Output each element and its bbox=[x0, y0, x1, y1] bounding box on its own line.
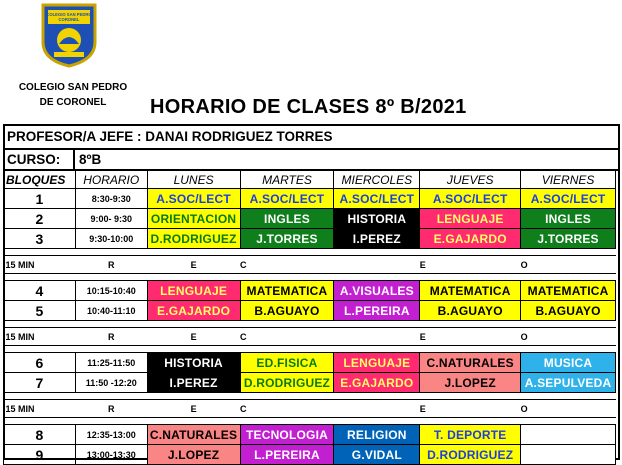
block-number: 4 bbox=[4, 281, 76, 301]
class-cell: I.PEREZ bbox=[334, 229, 420, 249]
block-number: 1 bbox=[4, 189, 76, 209]
block-number: 9 bbox=[4, 445, 76, 465]
break-row bbox=[4, 328, 616, 346]
class-cell: MATEMATICA bbox=[420, 281, 521, 301]
spacer-row bbox=[4, 274, 616, 281]
class-cell: ORIENTACION bbox=[147, 209, 240, 229]
class-cell: A.SOC/LECT bbox=[240, 189, 334, 209]
school-name-line2: DE CORONEL bbox=[39, 97, 107, 108]
page-title: HORARIO DE CLASES 8º B/2021 bbox=[150, 96, 467, 118]
course-value: 8ºB bbox=[73, 150, 101, 169]
break-label: 15 MIN bbox=[4, 328, 76, 346]
block-number: 2 bbox=[4, 209, 76, 229]
spacer-row bbox=[4, 393, 616, 400]
col-header-martes: MARTES bbox=[240, 171, 334, 189]
class-cell: L.PEREIRA bbox=[334, 301, 420, 321]
break-row bbox=[4, 400, 616, 418]
col-header-viernes: VIERNES bbox=[521, 171, 616, 189]
table-row bbox=[4, 353, 616, 373]
class-cell: INGLES bbox=[521, 209, 616, 229]
class-cell: E.GAJARDO bbox=[420, 229, 521, 249]
col-header-horario: HORARIO bbox=[75, 171, 147, 189]
class-cell: E.GAJARDO bbox=[334, 373, 420, 393]
school-name-line1: COLEGIO SAN PEDRO bbox=[18, 82, 128, 93]
schedule-sheet bbox=[3, 124, 620, 463]
class-cell: ED.FISICA bbox=[240, 353, 334, 373]
class-cell: J.LOPEZ bbox=[420, 373, 521, 393]
class-cell: C.NATURALES bbox=[420, 353, 521, 373]
table-row bbox=[4, 425, 616, 445]
block-time: 9:00- 9:30 bbox=[75, 209, 147, 229]
course-label: CURSO: bbox=[7, 152, 61, 167]
class-cell bbox=[521, 445, 616, 465]
block-time: 12:35-13:00 bbox=[75, 425, 147, 445]
break-letter: C bbox=[240, 256, 334, 274]
spacer-row bbox=[4, 346, 616, 353]
table-row bbox=[4, 209, 616, 229]
class-cell: B.AGUAYO bbox=[420, 301, 521, 321]
class-cell: J.TORRES bbox=[521, 229, 616, 249]
svg-text:CORONEL: CORONEL bbox=[58, 17, 80, 22]
class-cell: B.AGUAYO bbox=[521, 301, 616, 321]
class-cell: C.NATURALES bbox=[147, 425, 240, 445]
class-cell: LENGUAJE bbox=[420, 209, 521, 229]
class-cell: A.SEPULVEDA bbox=[521, 373, 616, 393]
course-row bbox=[5, 150, 618, 171]
break-letter: E bbox=[420, 328, 521, 346]
block-number: 8 bbox=[4, 425, 76, 445]
block-time: 13:00-13:30 bbox=[75, 445, 147, 465]
break-letter: E bbox=[147, 400, 240, 418]
block-number: 3 bbox=[4, 229, 76, 249]
class-cell: LENGUAJE bbox=[334, 353, 420, 373]
break-letter: O bbox=[521, 256, 616, 274]
svg-text:COLEGIO SAN PEDRO: COLEGIO SAN PEDRO bbox=[46, 12, 92, 17]
class-cell: J.TORRES bbox=[240, 229, 334, 249]
class-cell: I.PEREZ bbox=[147, 373, 240, 393]
spacer-row bbox=[4, 321, 616, 328]
schedule-table bbox=[3, 170, 616, 465]
break-letter: C bbox=[240, 400, 334, 418]
spacer-row bbox=[4, 249, 616, 256]
block-time: 11:25-11:50 bbox=[75, 353, 147, 373]
block-time: 8:30-9:30 bbox=[75, 189, 147, 209]
class-cell: MUSICA bbox=[521, 353, 616, 373]
block-time: 11:50 -12:20 bbox=[75, 373, 147, 393]
break-letter: R bbox=[75, 400, 147, 418]
block-time: 10:40-11:10 bbox=[75, 301, 147, 321]
class-cell: A.VISUALES bbox=[334, 281, 420, 301]
break-row bbox=[4, 256, 616, 274]
class-cell: D.RODRIGUEZ bbox=[420, 445, 521, 465]
block-time: 9:30-10:00 bbox=[75, 229, 147, 249]
head-teacher: PROFESOR/A JEFE : DANAI RODRIGUEZ TORRES bbox=[5, 126, 618, 150]
col-header-bloques: BLOQUES bbox=[4, 171, 76, 189]
school-name bbox=[0, 80, 146, 110]
header-row bbox=[4, 171, 616, 189]
break-letter: C bbox=[240, 328, 334, 346]
class-cell: D.RODRIGUEZ bbox=[147, 229, 240, 249]
break-label: 15 MIN bbox=[4, 400, 76, 418]
class-cell: E.GAJARDO bbox=[147, 301, 240, 321]
block-number: 7 bbox=[4, 373, 76, 393]
class-cell: B.AGUAYO bbox=[240, 301, 334, 321]
spacer-row bbox=[4, 418, 616, 425]
block-time: 10:15-10:40 bbox=[75, 281, 147, 301]
table-row bbox=[4, 229, 616, 249]
break-letter: R bbox=[75, 256, 147, 274]
table-row bbox=[4, 301, 616, 321]
class-cell: HISTORIA bbox=[334, 209, 420, 229]
table-row bbox=[4, 189, 616, 209]
break-letter: E bbox=[147, 256, 240, 274]
class-cell: D.RODRIGUEZ bbox=[240, 373, 334, 393]
break-letter: R bbox=[75, 328, 147, 346]
class-cell: MATEMATICA bbox=[240, 281, 334, 301]
break-letter: O bbox=[521, 328, 616, 346]
school-crest-logo bbox=[40, 2, 98, 68]
col-header-miercoles: MIERCOLES bbox=[334, 171, 420, 189]
break-letter: E bbox=[147, 328, 240, 346]
col-header-jueves: JUEVES bbox=[420, 171, 521, 189]
block-number: 5 bbox=[4, 301, 76, 321]
class-cell: INGLES bbox=[240, 209, 334, 229]
class-cell: LENGUAJE bbox=[147, 281, 240, 301]
class-cell: T. DEPORTE bbox=[420, 425, 521, 445]
class-cell: HISTORIA bbox=[147, 353, 240, 373]
class-cell: A.SOC/LECT bbox=[334, 189, 420, 209]
table-row bbox=[4, 445, 616, 465]
class-cell: J.LOPEZ bbox=[147, 445, 240, 465]
class-cell: G.VIDAL bbox=[334, 445, 420, 465]
break-letter: E bbox=[420, 256, 521, 274]
class-cell: L.PEREIRA bbox=[240, 445, 334, 465]
class-cell: RELIGION bbox=[334, 425, 420, 445]
table-row bbox=[4, 281, 616, 301]
class-cell: MATEMATICA bbox=[521, 281, 616, 301]
break-label: 15 MIN bbox=[4, 256, 76, 274]
break-letter: O bbox=[521, 400, 616, 418]
break-letter: E bbox=[420, 400, 521, 418]
class-cell: A.SOC/LECT bbox=[147, 189, 240, 209]
class-cell: A.SOC/LECT bbox=[420, 189, 521, 209]
class-cell bbox=[521, 425, 616, 445]
table-row bbox=[4, 373, 616, 393]
class-cell: A.SOC/LECT bbox=[521, 189, 616, 209]
col-header-lunes: LUNES bbox=[147, 171, 240, 189]
class-cell: TECNOLOGIA bbox=[240, 425, 334, 445]
block-number: 6 bbox=[4, 353, 76, 373]
